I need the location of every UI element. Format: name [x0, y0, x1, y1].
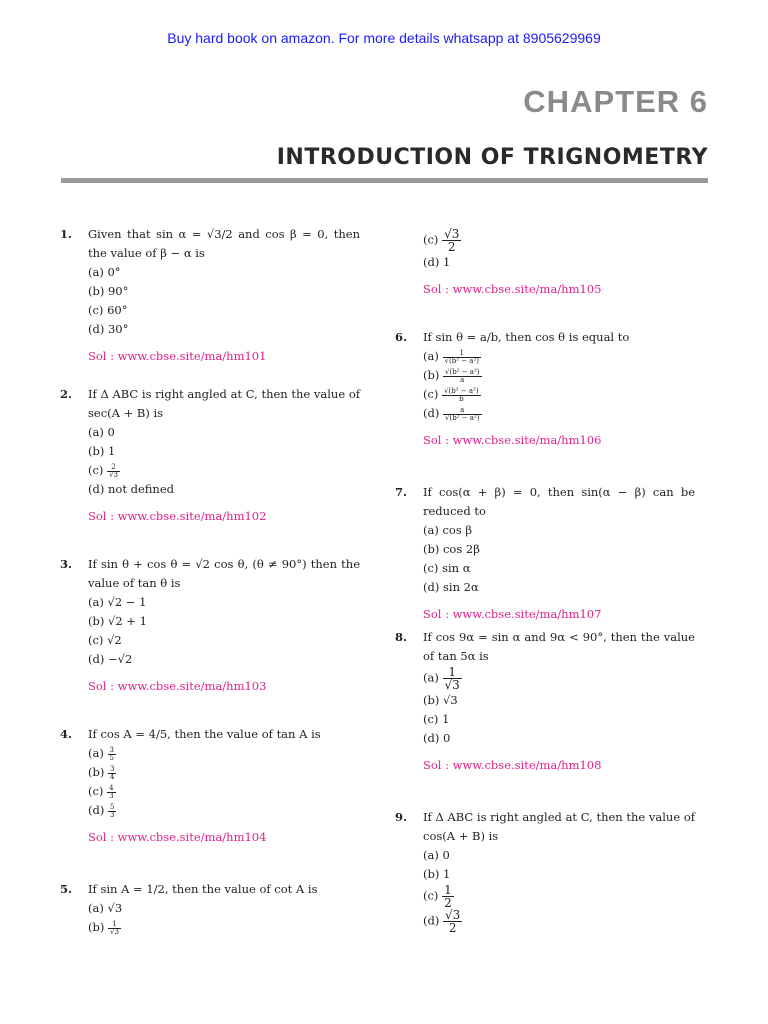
question-number: 6.	[395, 330, 408, 344]
option-b: (b) √2 + 1	[88, 614, 147, 628]
question-number: 4.	[60, 727, 73, 741]
option-a: (a) $\frac{1}{√3}$	[423, 665, 460, 692]
question-3	[60, 555, 360, 725]
question-1	[60, 225, 360, 385]
question-5	[60, 880, 360, 937]
question-number: 7.	[395, 485, 408, 499]
option-b: (b) √3	[423, 693, 458, 707]
question-7	[395, 483, 695, 628]
fraction: $\frac{\text{√(b² − a²)}}{a}$	[445, 367, 480, 384]
option-c: (c) $\frac{\text{√(b² − a²)}}{b}$	[423, 386, 479, 403]
option-d: (d) $\frac{a}{\text{√(b² − a²)}}$	[423, 405, 480, 422]
option-a: (a) cos β	[423, 523, 473, 537]
option-b: (b) $\frac{1}{√3}$	[88, 919, 119, 936]
option-d: (d) 30°	[88, 322, 129, 336]
fraction: $\frac{5}{3}$	[110, 802, 115, 819]
solution-link[interactable]: Sol : www.cbse.site/ma/hm102	[88, 509, 267, 523]
option-c	[88, 461, 360, 480]
option-d: (d) 1	[423, 255, 451, 269]
option-c: (c) 1	[423, 712, 450, 726]
question-text: If sin A = 1/2, then the value of cot A is	[88, 882, 318, 896]
option-d: (d) sin 2α	[423, 580, 479, 594]
fraction: $\frac{2}{√3}$	[109, 462, 118, 479]
option-a: (a) 0°	[88, 265, 121, 279]
option-c: (c) $\frac{4}{3}$	[88, 783, 114, 800]
solution-link[interactable]: Sol : www.cbse.site/ma/hm107	[423, 607, 602, 621]
solution-link[interactable]: Sol : www.cbse.site/ma/hm105	[423, 282, 602, 296]
fraction: $\frac{a}{\text{√(b² − a²)}}$	[445, 405, 480, 422]
fraction: $\frac{1}{2}$	[444, 883, 452, 910]
option-c: (c) $\frac{1}{2}$	[423, 883, 452, 910]
option-b: (b) 90°	[88, 284, 129, 298]
left-column	[60, 225, 360, 937]
question-text: If sin θ = a/b, then cos θ is equal to	[423, 330, 630, 344]
right-column	[395, 228, 695, 934]
option-c: (c) sin α	[423, 561, 471, 575]
chapter-title: INTRODUCTION OF TRIGNOMETRY	[276, 145, 708, 170]
option-d: (d) −√2	[88, 652, 133, 666]
question-text: Given that sin α = √3/2 and cos β = 0, then the value of β − α is	[88, 227, 360, 260]
fraction: $\frac{4}{3}$	[109, 783, 114, 800]
solution-link[interactable]: Sol : www.cbse.site/ma/hm106	[423, 433, 602, 447]
question-6	[395, 328, 695, 483]
option-c: (c) √2	[88, 633, 122, 647]
question-text: If cos 9α = sin α and 9α < 90°, then the value of tan 5α is	[423, 630, 695, 663]
question-9	[395, 808, 695, 934]
question-text: If cos(α + β) = 0, then sin(α − β) can be reduced to	[423, 485, 695, 518]
fraction: $\frac{1}{\text{√(b² − a²)}}$	[444, 348, 480, 365]
solution-link[interactable]: Sol : www.cbse.site/ma/hm104	[88, 830, 267, 844]
fraction: $\frac{1}{√3}$	[444, 665, 460, 692]
option-a: (a) $\frac{3}{5}$	[88, 745, 114, 762]
option-a: (a) $\frac{1}{\text{√(b² − a²)}}$	[423, 348, 480, 365]
question-4	[60, 725, 360, 880]
option-b: (b) 1	[88, 444, 116, 458]
option-d: (d) $\frac{√3}{2}$	[423, 908, 461, 935]
option-b: (b) $\frac{\text{√(b² − a²)}}{a}$	[423, 367, 480, 384]
option-a: (a) 0	[88, 425, 115, 439]
solution-link[interactable]: Sol : www.cbse.site/ma/hm103	[88, 679, 267, 693]
fraction: $\frac{1}{√3}$	[110, 919, 119, 936]
fraction: $\frac{√3}{2}$	[444, 227, 460, 254]
option-b: (b) cos 2β	[423, 542, 480, 556]
fraction: $\frac{√3}{2}$	[445, 908, 461, 935]
fraction: $\frac{\text{√(b² − a²)}}{b}$	[444, 386, 479, 403]
title-divider	[61, 178, 708, 183]
question-text: If Δ ABC is right angled at C, then the value of sec(A + B) is	[88, 387, 360, 420]
question-text: If Δ ABC is right angled at C, then the value of cos(A + B) is	[423, 810, 695, 843]
option-label: (c)	[88, 463, 104, 477]
question-2	[60, 385, 360, 555]
fraction: $\frac{3}{4}$	[110, 764, 115, 781]
solution-link[interactable]: Sol : www.cbse.site/ma/hm108	[423, 758, 602, 772]
solution-link[interactable]: Sol : www.cbse.site/ma/hm101	[88, 349, 267, 363]
question-text: If sin θ + cos θ = √2 cos θ, (θ ≠ 90°) then the value of tan θ is	[88, 557, 360, 590]
option-a: (a) √2 − 1	[88, 595, 147, 609]
promo-banner: Buy hard book on amazon. For more details whatsapp at 8905629969	[167, 30, 601, 46]
option-d: (d) not defined	[88, 482, 175, 496]
question-8	[395, 628, 695, 808]
option-b: (b) $\frac{3}{4}$	[88, 764, 115, 781]
question-number: 9.	[395, 810, 408, 824]
chapter-number: CHAPTER 6	[523, 84, 708, 119]
question-number: 8.	[395, 630, 408, 644]
option-c: (c) $\frac{√3}{2}$	[423, 227, 460, 254]
option-b: (b) 1	[423, 867, 451, 881]
question-number: 1.	[60, 227, 73, 241]
option-d: (d) 0	[423, 731, 451, 745]
fraction: $\frac{3}{5}$	[109, 745, 114, 762]
question-number: 5.	[60, 882, 73, 896]
option-c: (c) 60°	[88, 303, 128, 317]
option-d: (d) $\frac{5}{3}$	[88, 802, 115, 819]
question-number: 2.	[60, 387, 73, 401]
question-text: If cos A = 4/5, then the value of tan A is	[88, 727, 321, 741]
option-a: (a) 0	[423, 848, 450, 862]
question-number: 3.	[60, 557, 73, 571]
question-5-continued	[395, 228, 695, 328]
option-a: (a) √3	[88, 901, 123, 915]
